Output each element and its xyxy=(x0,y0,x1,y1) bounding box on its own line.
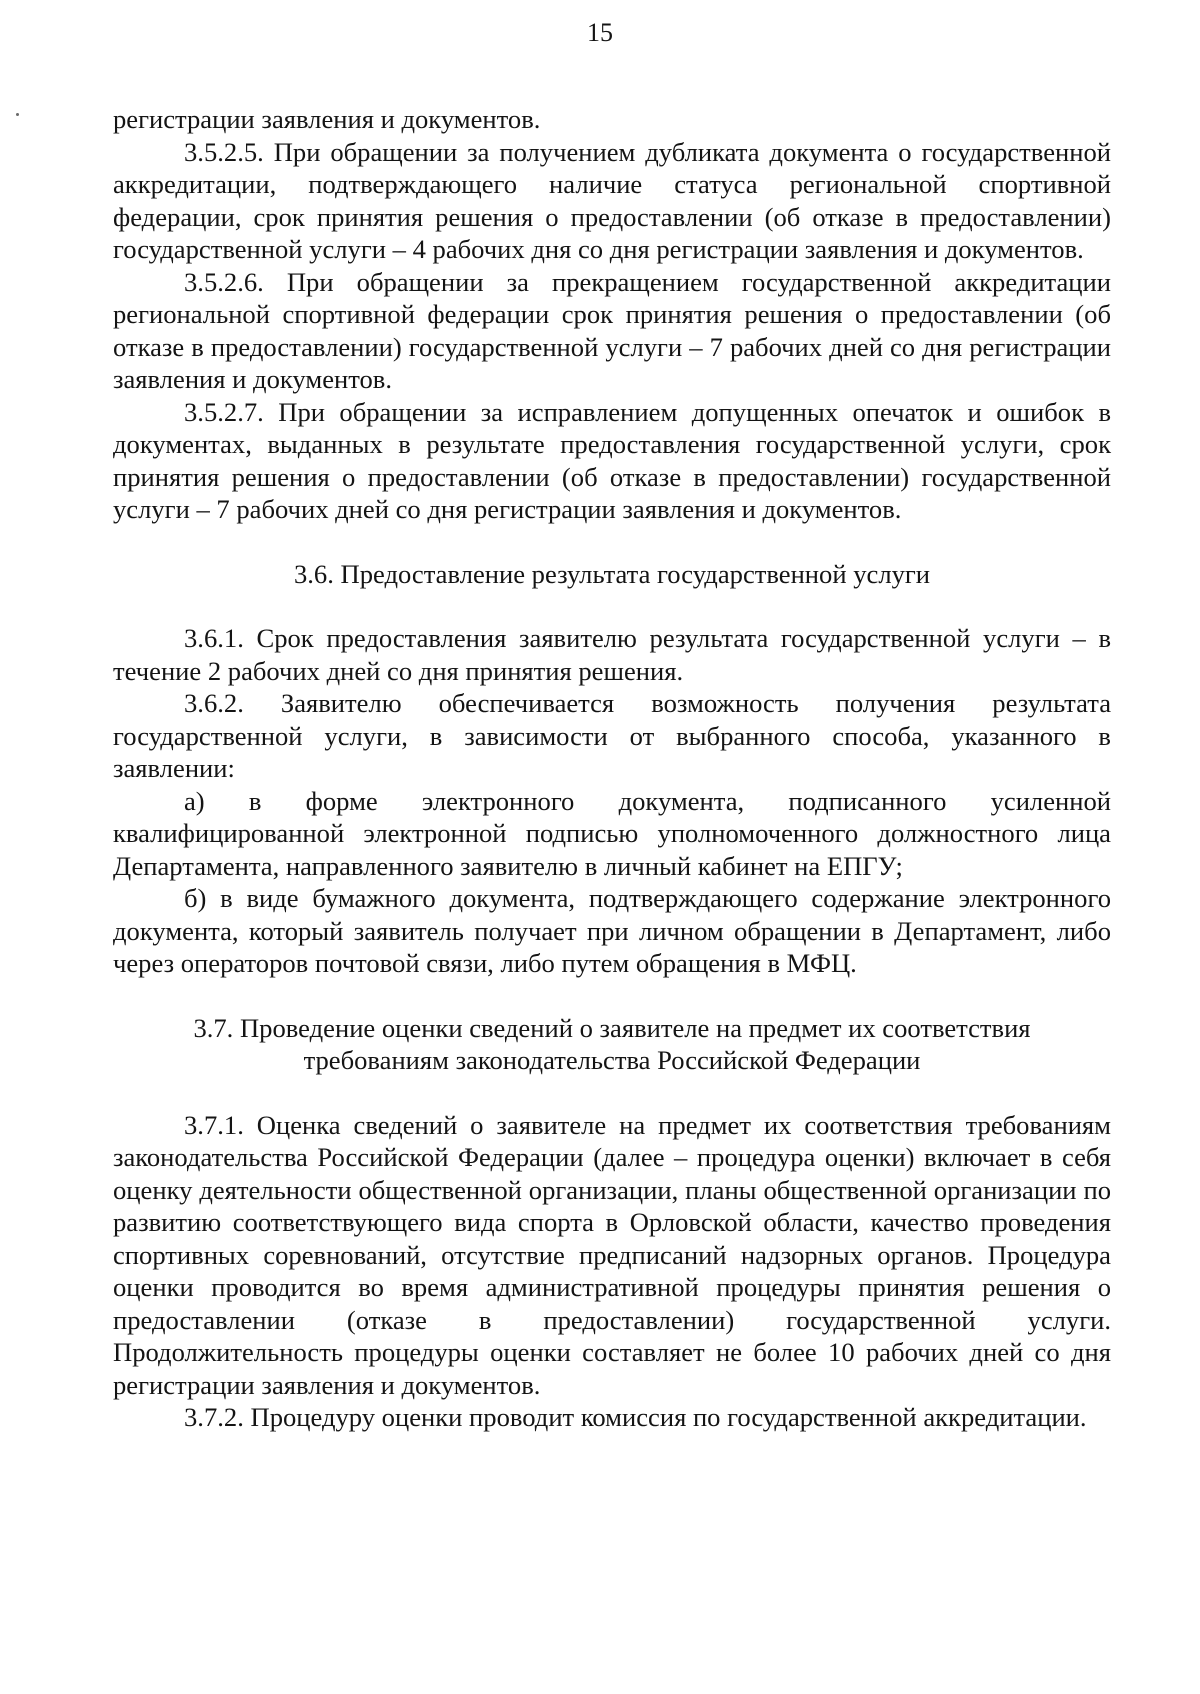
paragraph-3-7-1: 3.7.1. Оценка сведений о заявителе на предмет их соответствия требованиям законодательства Российской Федерации (далее – процедура оценки) включает в себя оценку деятельности общественной организации, планы общественной организации по развитию соответствующего вида спорта в Орловской области, качество проведения спортивных соревнований, отсутствие предписаний надзорных органов. Процедура оценки проводится во время административной процедуры принятия решения о предоставлении (отказе в предоставлении) государственной услуги. Продолжительность процедуры оценки составляет не более 10 рабочих дней со дня регистрации заявления и документов. xyxy=(113,1109,1111,1400)
paragraph-3-6-2: 3.6.2. Заявителю обеспечивается возможность получения результата государственной услуги, в зависимости от выбранного способа, указанного в заявлении: xyxy=(113,688,1111,783)
paragraph-3-6-2-b: б) в виде бумажного документа, подтверждающего содержание электронного документа, который заявитель получает при личном обращении в Департамент, либо через операторов почтовой связи, либо путем обращения в МФЦ. xyxy=(113,883,1111,978)
paragraph-3-6-2-a: а) в форме электронного документа, подписанного усиленной квалифицированной электронной подписью уполномоченного должностного лица Департамента, направленного заявителю в личный кабинет на ЕПГУ; xyxy=(113,785,1111,881)
document-body xyxy=(113,103,1111,1434)
paragraph-continuation: регистрации заявления и документов. xyxy=(113,104,541,134)
section-heading-3-6: 3.6. Предоставление результата государственной услуги xyxy=(293,558,931,589)
section-heading-3-7-line1: 3.7. Проведение оценки сведений о заявителе на предмет их соответствия xyxy=(193,1012,1031,1043)
section-heading-3-7-line2: требованиям законодательства Российской Федерации xyxy=(303,1045,921,1075)
paragraph-3-7-2: 3.7.2. Процедуру оценки проводит комиссия по государственной аккредитации. xyxy=(184,1402,1087,1432)
paragraph-3-5-2-6: 3.5.2.6. При обращении за прекращением государственной аккредитации региональной спортивной федерации срок принятия решения о предоставлении (об отказе в предоставлении) государственной услуги – 7 рабочих дней со дня регистрации заявления и документов. xyxy=(113,266,1111,394)
paragraph-3-6-1: 3.6.1. Срок предоставления заявителю результата государственной услуги – в течение 2 рабочих дней со дня принятия решения. xyxy=(113,623,1111,686)
section-heading-3-7 xyxy=(113,1012,1111,1077)
paragraph-3-5-2-5: 3.5.2.5. При обращении за получением дубликата документа о государственной аккредитации, подтверждающего наличие статуса региональной спортивной федерации, срок принятия решения о предоставлении (об отказе в предоставлении) государственной услуги – 4 рабочих дня со дня регистрации заявления и документов. xyxy=(113,136,1111,264)
paragraph-3-5-2-7: 3.5.2.7. При обращении за исправлением допущенных опечаток и ошибок в документах, выданных в результате предоставления государственной услуги, срок принятия решения о предоставлении (об отказе в предоставлении) государственной услуги – 7 рабочих дней со дня регистрации заявления и документов. xyxy=(113,396,1111,524)
page-number: 15 xyxy=(587,18,613,47)
scan-speck xyxy=(16,113,19,116)
